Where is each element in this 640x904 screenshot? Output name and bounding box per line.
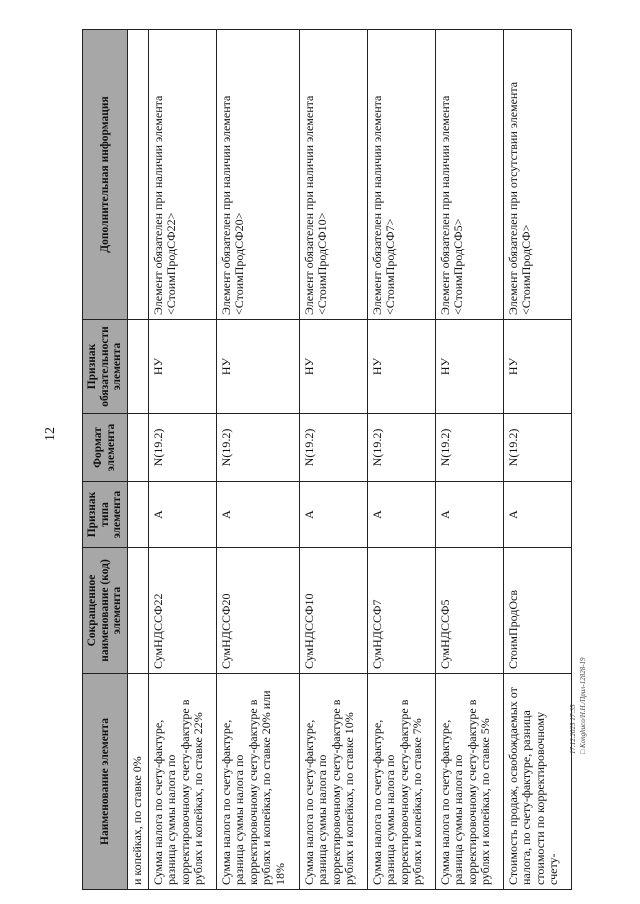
header-info: Дополнительная информация (83, 30, 128, 320)
cell-info: Элемент обязателен при отсутствии элемента <СтоимПродСФ> (503, 30, 571, 320)
header-code: Сокращенное наименование (код) элемента (83, 548, 128, 674)
cell-name: Сумма налога по счету-фактуре, разница суммы налога по корректировочному счету-фактуре в рублях и копейках, по ставке 22% (148, 674, 216, 890)
cell-name: Сумма налога по счету-фактуре, разница суммы налога по корректировочному счету-фактуре в рублях и копейках, по ставке 10% (299, 674, 367, 890)
cell-required: НУ (216, 320, 299, 414)
cell-format: N(19.2) (148, 414, 216, 482)
cell-required: НУ (435, 320, 503, 414)
cell-info: Элемент обязателен при наличии элемента <СтоимПродСФ22> (148, 30, 216, 320)
cell-type: А (503, 482, 571, 548)
cell-type: А (216, 482, 299, 548)
cell-format: N(19.2) (435, 414, 503, 482)
rotated-table-wrapper (82, 30, 572, 890)
cell-code: СумНДССФ10 (299, 548, 367, 674)
cell-format: N(19.2) (299, 414, 367, 482)
cell-type: А (367, 482, 435, 548)
cell-code: СумНДССФ22 (148, 548, 216, 674)
cell-format: N(19.2) (216, 414, 299, 482)
cell-code: СумНДССФ20 (216, 548, 299, 674)
cell-info: Элемент обязателен при наличии элемента <СтоимПродСФ7> (367, 30, 435, 320)
table-row (367, 30, 435, 890)
cell-format: N(19.2) (367, 414, 435, 482)
cell-name: Сумма налога по счету-фактуре, разница суммы налога по корректировочному счету-фактуре в рублях и копейках, по ставке 20% или 18% (216, 674, 299, 890)
continuation-text: и копейках, по ставке 0% (127, 674, 148, 890)
header-required: Признак обязательности элемента (83, 320, 128, 414)
page-number: 12 (43, 427, 58, 441)
cell-code: СтоимПродОсв (503, 548, 571, 674)
cell-code: СумНДССФ7 (367, 548, 435, 674)
empty-cell (127, 482, 148, 548)
cell-type: А (299, 482, 367, 548)
header-type: Признак типа элемента (83, 482, 128, 548)
table-header-row (83, 30, 128, 890)
cell-format: N(19.2) (503, 414, 571, 482)
table-row (299, 30, 367, 890)
footer-line-2: □ Konghuco/Н.Н./Прил-12828-19 (579, 657, 587, 754)
cell-required: НУ (299, 320, 367, 414)
footer-stamp (568, 614, 588, 754)
cell-info: Элемент обязателен при наличии элемента <СтоимПродСФ5> (435, 30, 503, 320)
cell-code: СумНДССФ5 (435, 548, 503, 674)
cell-required: НУ (503, 320, 571, 414)
cell-type: А (148, 482, 216, 548)
elements-table (82, 29, 572, 890)
table-row (216, 30, 299, 890)
table-row (148, 30, 216, 890)
header-format: Формат элемента (83, 414, 128, 482)
table-row (503, 30, 571, 890)
cell-name: Стоимость продаж, освобождаемых от налога, по счету-фактуре, разница стоимости по корректировочному счету- (503, 674, 571, 890)
footer-line-1: 17.12.2025 17:35 (569, 704, 577, 754)
table-row (435, 30, 503, 890)
cell-info: Элемент обязателен при наличии элемента <СтоимПродСФ20> (216, 30, 299, 320)
cell-type: А (435, 482, 503, 548)
cell-required: НУ (367, 320, 435, 414)
empty-cell (127, 414, 148, 482)
cell-required: НУ (148, 320, 216, 414)
cell-info: Элемент обязателен при наличии элемента <СтоимПродСФ10> (299, 30, 367, 320)
empty-cell (127, 30, 148, 320)
header-name: Наименование элемента (83, 674, 128, 890)
empty-cell (127, 548, 148, 674)
cell-name: Сумма налога по счету-фактуре, разница суммы налога по корректировочному счету-фактуре в рублях и копейках, по ставке 5% (435, 674, 503, 890)
continuation-row (127, 30, 148, 890)
cell-name: Сумма налога по счету-фактуре, разница суммы налога по корректировочному счету-фактуре в рублях и копейках, по ставке 7% (367, 674, 435, 890)
empty-cell (127, 320, 148, 414)
